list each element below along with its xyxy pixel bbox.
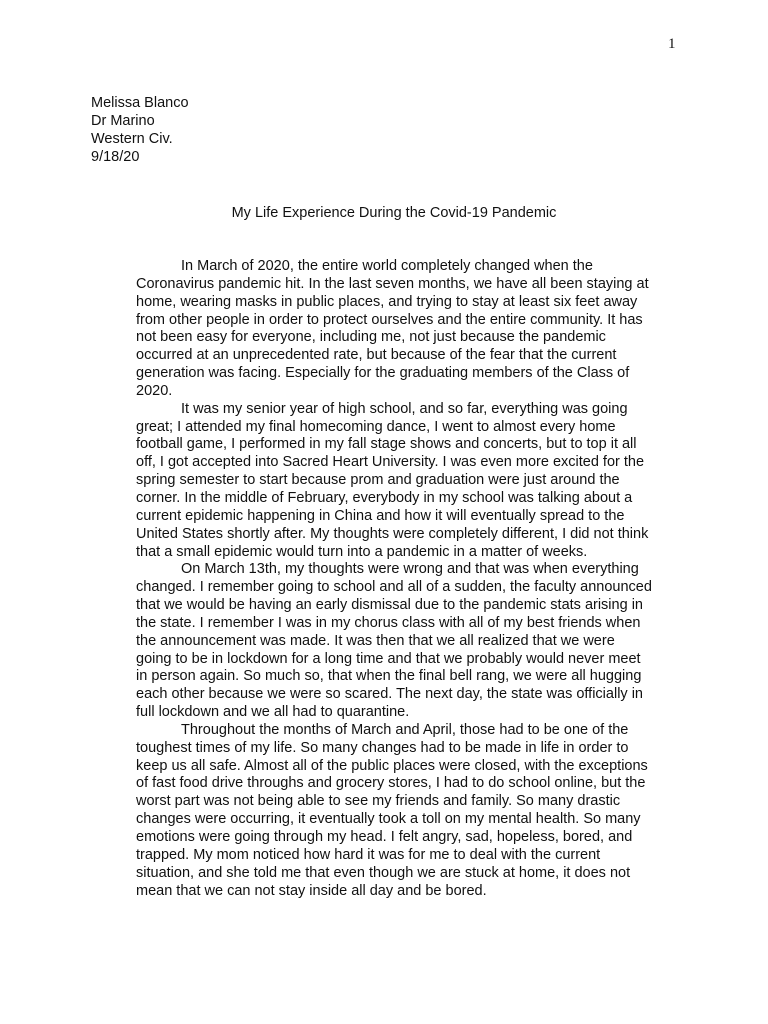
course-name: Western Civ.: [91, 131, 173, 147]
page-number: 1: [668, 36, 676, 52]
paragraph-4: Throughout the months of March and April, those had to be one of the toughest times of my life. So many changes had to be made in life in order to keep us all safe. Almost all of the public places were closed, with the exceptions of fast food drive throughs and grocery stores, I had to do school online, but the worst part was not being able to see my friends and family. So many drastic changes were occurring, it eventually took a toll on my mental health. So many emotions were going through my head. I felt angry, sad, hopeless, bored, and trapped. My mom noticed how hard it was for me to deal with the current situation, and she told me that even though we are stuck at home, it does not mean that we can not stay inside all day and be bored.: [136, 721, 648, 899]
paragraph-3: On March 13th, my thoughts were wrong and that was when everything changed. I remember going to school and all of a sudden, the faculty announced that we would be having an early dismissal due to the pandemic stats arising in the state. I remember I was in my chorus class with all of my best friends when the announcement was made. It was then that we all realized that we were going to be in lockdown for a long time and that we probably would never meet in person again. So much so, that when the final bell rang, we were all hugging each other because we were so scared. The next day, the state was officially in full lockdown and we all had to quarantine.: [136, 561, 652, 721]
paragraph-2: It was my senior year of high school, and so far, everything was going great; I attended my final homecoming dance, I went to almost every home football game, I performed in my fall stage shows and concerts, but to top it all off, I got accepted into Sacred Heart University. I was even more excited for the spring semester to start because prom and graduation were just around the corner. In the middle of February, everybody in my school was talking about a current epidemic happening in China and how it will eventually spread to the United States shortly after. My thoughts were completely different, I did not think that a small epidemic would turn into a pandemic in a matter of weeks.: [136, 400, 649, 560]
paragraph-1: In March of 2020, the entire world completely changed when the Coronavirus pandemic hit. In the last seven months, we have all been staying at home, wearing masks in public places, and trying to stay at least six feet away from other people in order to protect ourselves and the entire community. It has not been easy for everyone, including me, not just because the pandemic occurred at an unprecedented rate, but because of the fear that the current generation was facing. Especially for the graduating members of the Class of 2020.: [136, 258, 649, 399]
date: 9/18/20: [91, 149, 140, 165]
instructor-name: Dr Marino: [91, 113, 155, 129]
heading-block: [91, 94, 189, 166]
essay-title: My Life Experience During the Covid-19 Pandemic: [231, 205, 557, 221]
author-name: Melissa Blanco: [91, 95, 189, 111]
essay-body: [136, 258, 652, 900]
